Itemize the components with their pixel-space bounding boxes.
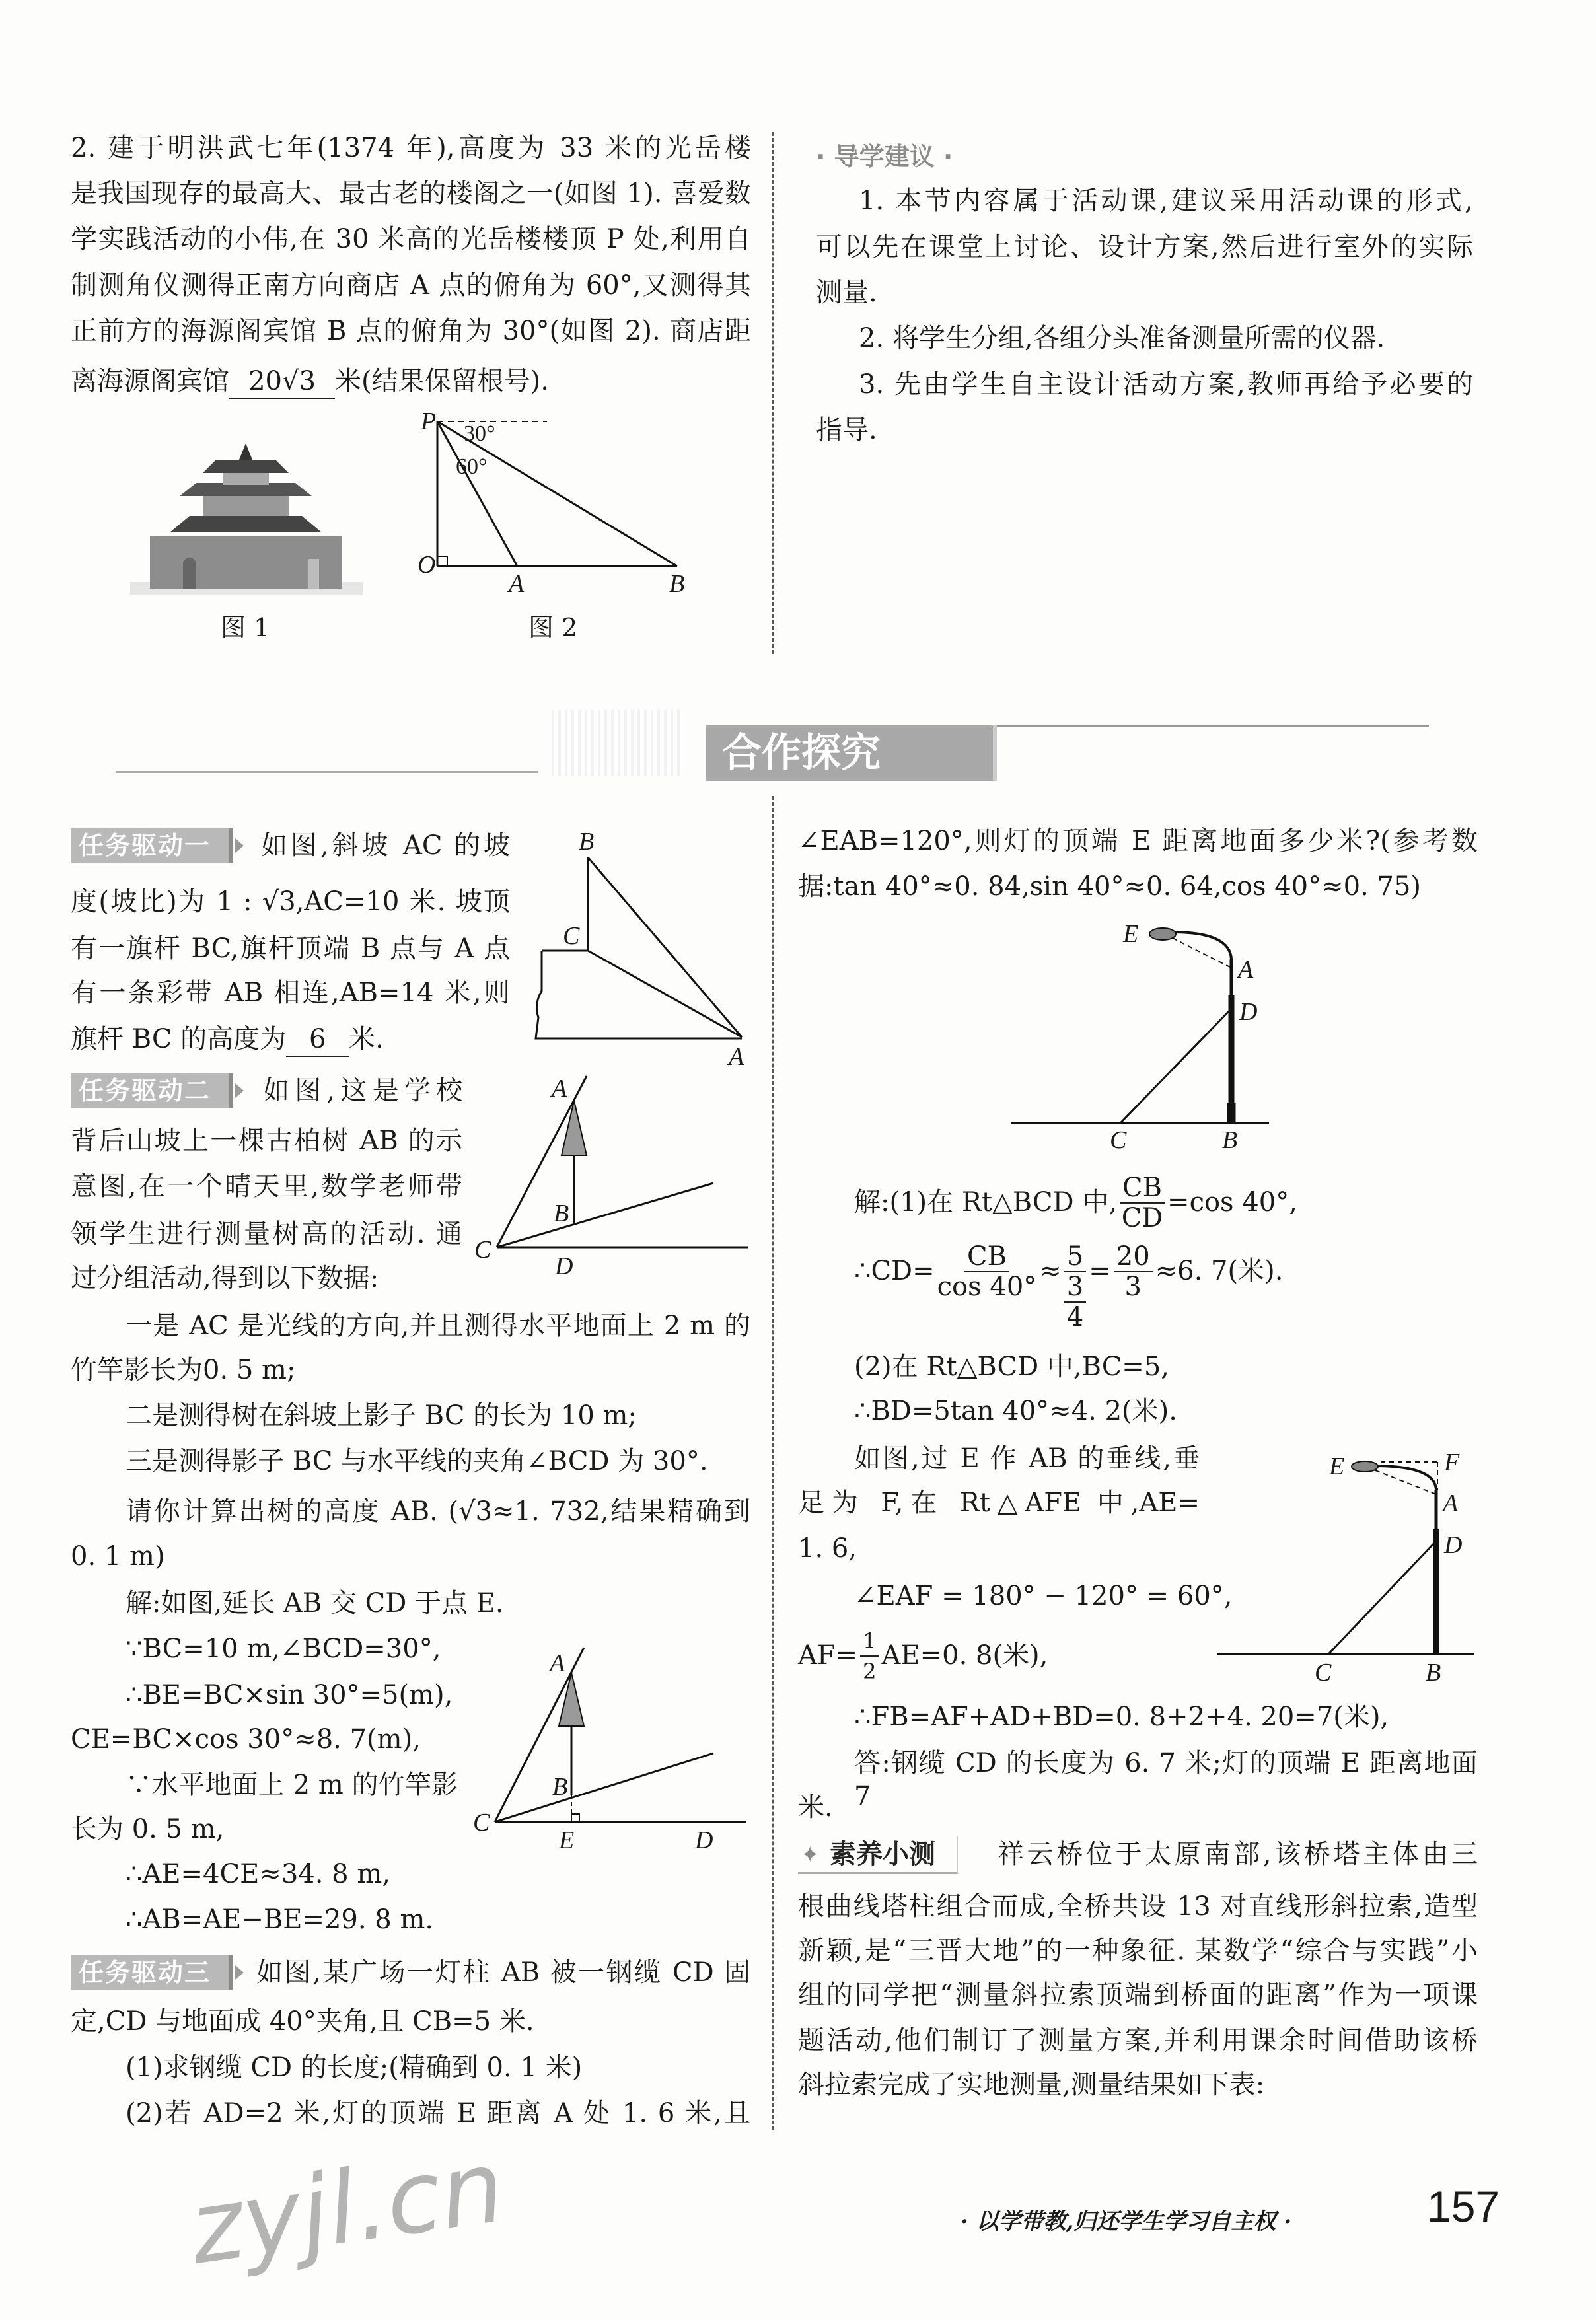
footer-motto: · 以学带教,归还学生学习自主权 · [961, 2208, 1292, 2235]
task2-solution-line: 长为 0. 5 m, [71, 1814, 225, 1844]
task1-line-last [71, 1023, 384, 1057]
task1-label-a: A [729, 1043, 744, 1071]
numerator: CB [1120, 1173, 1165, 1204]
task2-figure [489, 1070, 753, 1262]
task3-line: 如图,某广场一灯柱 AB 被一钢缆 CD 固 [256, 1957, 750, 1988]
page-number: 157 [1427, 2182, 1500, 2231]
literacy-line: 祥云桥位于太原南部,该桥塔主体由三 [998, 1839, 1478, 1869]
task2-solution-figure [489, 1638, 753, 1830]
numerator: CB [964, 1242, 1009, 1272]
lamp-label-d: D [1239, 998, 1258, 1026]
right-angle-mark [437, 556, 447, 566]
denominator-numerator: 3 [1064, 1272, 1086, 1303]
task2-solution-line: CE=BC×cos 30°≈8. 7(m), [71, 1724, 421, 1755]
task2-line: 二是测得树在斜坡上影子 BC 的长为 10 m; [126, 1400, 637, 1431]
q2-text: 离海源阁宾馆 [71, 366, 229, 396]
task2-solution-line: ∴BE=BC×sin 30°=5(m), [126, 1680, 453, 1710]
literacy-line: 组的同学把“测量斜拉索顶端到桥面的距离”作为一项课 [798, 1980, 1478, 2010]
task3-tag: 任务驱动三 [71, 1955, 233, 1990]
guidance-line: 2. 将学生分组,各组分头准备测量所需的仪器. [859, 323, 1385, 353]
task2-line: 一是 AC 是光线的方向,并且测得水平地面上 2 m 的 [126, 1311, 750, 1341]
task3-solution-line: 1. 6, [798, 1533, 857, 1564]
lamp2-label-c: C [1315, 1659, 1332, 1686]
lamp-label-a: A [1238, 956, 1254, 984]
solution-text: =cos 40°, [1167, 1187, 1297, 1217]
solution-label-e: E [559, 1827, 575, 1854]
column-divider-top [772, 132, 774, 654]
denominator: cos 40° [937, 1272, 1037, 1302]
figure-1-building-photo [130, 443, 363, 599]
denominator: CD [1121, 1203, 1163, 1233]
task3-solution-line: ∴FB=AF+AD+BD=0. 8+2+4. 20=7(米), [854, 1702, 1389, 1732]
task2-line: 三是测得影子 BC 与水平线的夹角∠BCD 为 30°. [126, 1446, 708, 1476]
task2-line: 背后山坡上一棵古柏树 AB 的示 [71, 1126, 462, 1156]
task1-text: 米. [349, 1024, 384, 1054]
task3-solution-af [798, 1626, 1048, 1686]
section-title: 合作探究 [706, 725, 997, 781]
angle-60-label: 60° [456, 454, 488, 479]
lamp-label-c: C [1110, 1126, 1127, 1154]
task3-solution-step1 [854, 1173, 1297, 1233]
task1-line: 有一旗杆 BC,旗杆顶端 B 点与 A 点 [71, 933, 510, 964]
fraction-5-over-3-4 [1064, 1242, 1086, 1332]
solution-text: 解:(1)在 Rt△BCD 中, [854, 1187, 1118, 1217]
guidance-line: 指导. [816, 415, 877, 445]
lamp2-label-e: E [1329, 1453, 1345, 1480]
task2-label-c: C [474, 1236, 491, 1264]
fraction-1-2 [860, 1626, 879, 1686]
numerator: 20 [1114, 1242, 1153, 1272]
solution-text: ∴CD= [854, 1256, 935, 1286]
task3-line: (1)求钢缆 CD 的长度;(精确到 0. 1 米) [126, 2052, 583, 2083]
literacy-line: 斜拉索完成了实地测量,测量结果如下表: [798, 2070, 1265, 2100]
task2-line: 竹竿影长为0. 5 m; [71, 1355, 296, 1385]
solution-label-c: C [473, 1809, 490, 1836]
task3-line: 定,CD 与地面成 40°夹角,且 CB=5 米. [71, 2006, 534, 2037]
figure-1-caption: 图 1 [221, 613, 270, 642]
solution-text: ≈6. 7(米). [1155, 1256, 1284, 1286]
task3-solution-line: (2)在 Rt△BCD 中,BC=5, [854, 1352, 1169, 1382]
task2-line: 意图,在一个晴天里,数学老师带 [71, 1171, 462, 1202]
lamp2-label-f: F [1444, 1449, 1460, 1476]
lamp2-label-a: A [1443, 1490, 1459, 1517]
task1-answer-blank: 6 [286, 1023, 349, 1057]
task2-label-a: A [552, 1075, 567, 1103]
denominator: 3 [1124, 1272, 1142, 1302]
task2-solution-line: ∵水平地面上 2 m 的竹竿影 [126, 1770, 458, 1800]
solution-text: AF= [798, 1640, 858, 1671]
task1-label-c: C [563, 922, 580, 950]
solution-label-b: B [552, 1773, 568, 1801]
label-b: B [669, 570, 685, 598]
q2-line-last [71, 365, 549, 399]
column-divider-bottom [772, 796, 774, 2130]
task1-figure [528, 846, 753, 1050]
guidance-title: · 导学建议 · [816, 142, 953, 171]
task3-line: (2)若 AD=2 米,灯的顶端 E 距离 A 处 1. 6 米,且 [126, 2098, 750, 2128]
task3-solution-line: 米. [798, 1792, 833, 1823]
task1-line: 度(坡比)为 1 : √3,AC=10 米. 坡顶 [71, 887, 510, 917]
task2-solution-line: ∴AE=4CE≈34. 8 m, [126, 1859, 390, 1889]
q2-text: 米(结果保留根号). [335, 366, 549, 396]
angle-30-label: 30° [464, 421, 495, 446]
sparkle-icon: ✦ [801, 1842, 820, 1868]
task2-label-d: D [555, 1252, 573, 1280]
literacy-line: 题活动,他们制订了测量方案,并利用课余时间借助该桥 [798, 2025, 1478, 2056]
header-rule-right [993, 725, 1429, 727]
solution-text: ≈ [1039, 1256, 1062, 1286]
literacy-line: 新颖,是“三晋大地”的一种象征. 某数学“综合与实践”小 [798, 1936, 1478, 1966]
q2-line: 制测角仪测得正南方向商店 A 点的俯角为 60°,又测得其 [71, 270, 751, 301]
header-ghost-decoration [552, 710, 684, 776]
task3-solution-lamp-figure [1209, 1450, 1480, 1661]
label-o: O [417, 551, 436, 579]
task1-line: 如图,斜坡 AC 的坡 [261, 830, 510, 861]
numerator: 5 [1064, 1242, 1086, 1272]
task2-line: 过分组活动,得到以下数据: [71, 1263, 379, 1293]
task3-line: 据:tan 40°≈0. 84,sin 40°≈0. 64,cos 40°≈0. 75) [798, 871, 1422, 902]
task2-solution-line: ∵BC=10 m,∠BCD=30°, [126, 1634, 441, 1664]
task3-solution-line: ∠EAF = 180° − 120° = 60°, [854, 1581, 1233, 1611]
lamp-label-e: E [1123, 920, 1139, 948]
task1-line: 有一条彩带 AB 相连,AB=14 米,则 [71, 978, 510, 1008]
q2-line: 学实践活动的小伟,在 30 米高的光岳楼楼顶 P 处,利用自 [71, 224, 751, 254]
lamp-label-b: B [1222, 1126, 1238, 1154]
figure-2-caption: 图 2 [528, 613, 578, 642]
task1-tag: 任务驱动一 [71, 828, 233, 863]
lamp2-label-b: B [1426, 1659, 1441, 1686]
literacy-tag [798, 1836, 958, 1874]
solution-text: AE=0. 8(米), [881, 1640, 1048, 1671]
task2-line: 0. 1 m) [71, 1541, 165, 1572]
header-rule-left [116, 771, 538, 773]
task2-line: 请你计算出树的高度 AB. (√3≈1. 732,结果精确到 [126, 1496, 750, 1527]
task1-text: 旗杆 BC 的高度为 [71, 1024, 287, 1054]
q2-line: 2. 建于明洪武七年(1374 年),高度为 33 米的光岳楼 [71, 133, 751, 163]
guidance-line: 可以先在课堂上讨论、设计方案,然后进行室外的实际 [816, 232, 1473, 262]
guidance-line: 1. 本节内容属于活动课,建议采用活动课的形式, [859, 186, 1473, 216]
task2-label-b: B [554, 1200, 569, 1227]
task3-solution-step2 [854, 1242, 1283, 1332]
label-p: P [421, 408, 437, 435]
guidance-line: 3. 先由学生自主设计活动方案,教师再给予必要的 [859, 369, 1473, 400]
solution-label-a: A [550, 1649, 565, 1677]
task3-line: ∠EAB=120°,则灯的顶端 E 距离地面多少米?(参考数 [798, 826, 1478, 856]
solution-label-d: D [695, 1827, 713, 1854]
task3-solution-line: ∴BD=5tan 40°≈4. 2(米). [854, 1396, 1177, 1426]
guidance-line: 测量. [816, 277, 877, 308]
figure-2-diagram [396, 403, 713, 601]
literacy-line: 根曲线塔柱组合而成,全桥共设 13 对直线形斜拉索,造型 [798, 1891, 1478, 1922]
task3-solution-line: 足为 F,在 Rt△AFE 中,AE= [798, 1488, 1200, 1518]
watermark-bottom: zyjl.cn [183, 2129, 511, 2287]
fraction-cb-cd [1120, 1173, 1165, 1233]
q2-line: 是我国现存的最高大、最古老的楼阁之一(如图 1). 喜爱数 [71, 178, 751, 209]
task3-solution-line: 答:钢缆 CD 的长度为 6. 7 米;灯的顶端 E 距离地面 7 [854, 1748, 1478, 1811]
numerator: 1 [860, 1626, 879, 1657]
task2-tag: 任务驱动二 [71, 1073, 233, 1108]
literacy-tag-label: 素养小测 [830, 1839, 935, 1869]
q2-answer-blank: 20√3 [229, 365, 335, 399]
lamp2-label-d: D [1444, 1531, 1463, 1559]
fraction-20-3 [1114, 1242, 1153, 1301]
task3-solution-line: 如图,过 E 作 AB 的垂线,垂 [854, 1443, 1200, 1474]
solution-text: = [1089, 1256, 1111, 1286]
task2-line: 如图,这是学校 [263, 1075, 462, 1106]
denominator: 2 [863, 1659, 877, 1684]
task2-solution-line: ∴AB=AE−BE=29. 8 m. [126, 1904, 434, 1935]
task2-solution-line: 解:如图,延长 AB 交 CD 于点 E. [126, 1588, 504, 1618]
fraction-cb-cos40 [937, 1242, 1037, 1301]
task1-label-b: B [579, 828, 595, 855]
denominator-denominator: 4 [1066, 1302, 1084, 1332]
q2-line: 正前方的海源阁宾馆 B 点的俯角为 30°(如图 2). 商店距 [71, 316, 751, 346]
task2-line: 领学生进行测量树高的活动. 通 [71, 1219, 462, 1249]
label-a: A [509, 570, 525, 598]
